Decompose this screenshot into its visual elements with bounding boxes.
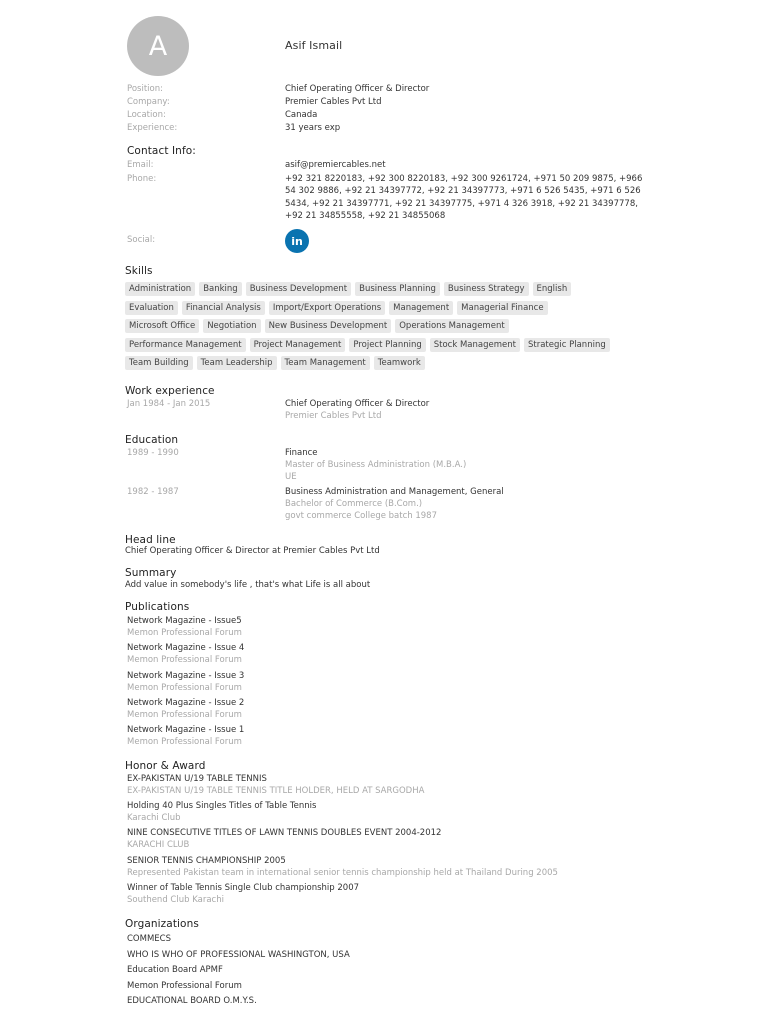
organization-list	[127, 932, 350, 1010]
education-dates: 1982 - 1987	[127, 487, 179, 497]
skill-chip: Management	[389, 301, 453, 315]
honor-detail: Represented Pakistan team in international senior tennis championship held at Thailand During 2005	[127, 867, 558, 878]
honor-item	[127, 856, 558, 880]
skill-chip: Teamwork	[374, 356, 425, 370]
education-dates: 1989 - 1990	[127, 448, 179, 458]
skill-chip: Managerial Finance	[457, 301, 547, 315]
publications-heading: Publications	[125, 601, 190, 613]
honor-detail: KARACHI CLUB	[127, 839, 190, 850]
detail-value: Chief Operating Officer & Director	[285, 84, 430, 94]
honor-item	[127, 828, 441, 852]
phone-value: +92 321 8220183, +92 300 8220183, +92 300 9261724, +971 50 209 9875, +966 54 302 9886, +92 21 34397772, +92 21 34397773, +971 6 526 5435, +971 6 526 5434, +92 21 34397771, +92 21 34397775, +971 4 326 3918, +92 21 34397778, +92 21 34855558, +92 21 34855068	[285, 174, 643, 221]
detail-label: Location:	[127, 110, 166, 120]
detail-label: Company:	[127, 97, 170, 107]
avatar: A	[127, 16, 189, 76]
skills-list	[125, 282, 645, 375]
publication-item	[127, 643, 244, 667]
skill-chip: Business Planning	[355, 282, 440, 296]
phone-label: Phone:	[127, 174, 157, 184]
skill-chip: Administration	[125, 282, 195, 296]
publication-title: Network Magazine - Issue 2	[127, 698, 245, 708]
skill-chip: Business Strategy	[444, 282, 529, 296]
detail-label: Position:	[127, 84, 163, 94]
skill-chip: Business Development	[246, 282, 351, 296]
skill-chip: Project Management	[250, 338, 346, 352]
contact-heading: Contact Info:	[127, 145, 196, 157]
publication-title: Network Magazine - Issue 1	[127, 725, 245, 735]
skill-chip: Project Planning	[349, 338, 425, 352]
honor-detail: Southend Club Karachi	[127, 894, 224, 905]
publication-title: Network Magazine - Issue5	[127, 616, 242, 626]
skill-line	[125, 282, 645, 301]
skill-chip: New Business Development	[265, 319, 392, 333]
organizations-heading: Organizations	[125, 918, 199, 930]
skills-heading: Skills	[125, 265, 153, 277]
work-heading: Work experience	[125, 385, 215, 397]
honor-detail: EX-PAKISTAN U/19 TABLE TENNIS TITLE HOLDER, HELD AT SARGODHA	[127, 785, 425, 796]
education-school: UE	[285, 471, 297, 482]
skill-line	[125, 338, 645, 357]
honor-title: SENIOR TENNIS CHAMPIONSHIP 2005	[127, 856, 286, 866]
organization-item: WHO IS WHO OF PROFESSIONAL WASHINGTON, USA	[127, 949, 350, 960]
publication-item	[127, 698, 244, 722]
skill-line	[125, 356, 645, 375]
honors-heading: Honor & Award	[125, 760, 206, 772]
skill-chip: Team Leadership	[197, 356, 277, 370]
summary-text: Add value in somebody's life , that's what Life is all about	[125, 580, 371, 590]
publication-publisher: Memon Professional Forum	[127, 627, 242, 638]
publication-item	[127, 671, 244, 695]
email-value[interactable]: asif@premiercables.net	[285, 160, 386, 170]
skill-chip: Evaluation	[125, 301, 178, 315]
skill-chip: English	[533, 282, 572, 296]
organization-item: COMMECS	[127, 934, 171, 944]
education-field: Finance	[285, 448, 318, 458]
publication-title: Network Magazine - Issue 3	[127, 671, 245, 681]
headline-text: Chief Operating Officer & Director at Premier Cables Pvt Ltd	[125, 546, 380, 556]
publication-publisher: Memon Professional Forum	[127, 736, 242, 747]
skill-line	[125, 319, 645, 338]
publication-title: Network Magazine - Issue 4	[127, 643, 245, 653]
education-school: govt commerce College batch 1987	[285, 510, 437, 521]
skill-chip: Strategic Planning	[524, 338, 610, 352]
skill-chip: Financial Analysis	[182, 301, 265, 315]
honor-title: Holding 40 Plus Singles Titles of Table Tennis	[127, 801, 317, 811]
publication-publisher: Memon Professional Forum	[127, 654, 242, 665]
education-heading: Education	[125, 434, 179, 446]
honor-item	[127, 883, 359, 907]
organization-item: Memon Professional Forum	[127, 980, 242, 991]
work-company: Premier Cables Pvt Ltd	[285, 410, 382, 421]
organization-item: EDUCATIONAL BOARD O.M.Y.S.	[127, 996, 257, 1006]
skill-chip: Stock Management	[430, 338, 520, 352]
honor-item	[127, 801, 316, 825]
social-label: Social:	[127, 235, 156, 245]
work-title: Chief Operating Officer & Director	[285, 399, 430, 409]
skill-chip: Team Building	[125, 356, 193, 370]
honor-detail: Karachi Club	[127, 812, 181, 823]
honor-item	[127, 774, 424, 798]
education-field: Business Administration and Management, General	[285, 487, 504, 497]
skill-chip: Banking	[199, 282, 242, 296]
skill-chip: Microsoft Office	[125, 319, 199, 333]
skill-line	[125, 301, 645, 320]
detail-value: 31 years exp	[285, 123, 341, 133]
skill-chip: Performance Management	[125, 338, 246, 352]
detail-value: Premier Cables Pvt Ltd	[285, 97, 382, 107]
skill-chip: Negotiation	[203, 319, 260, 333]
detail-value: Canada	[285, 110, 318, 120]
profile-name: Asif Ismail	[285, 39, 343, 52]
work-dates: Jan 1984 - Jan 2015	[127, 399, 211, 409]
skill-chip: Operations Management	[395, 319, 508, 333]
summary-heading: Summary	[125, 567, 177, 579]
publication-item	[127, 616, 242, 640]
education-degree: Bachelor of Commerce (B.Com.)	[285, 498, 423, 509]
headline-heading: Head line	[125, 534, 176, 546]
education-degree: Master of Business Administration (M.B.A.)	[285, 459, 467, 470]
email-label: Email:	[127, 160, 154, 170]
honor-title: Winner of Table Tennis Single Club championship 2007	[127, 883, 360, 893]
honor-title: NINE CONSECUTIVE TITLES OF LAWN TENNIS DOUBLES EVENT 2004-2012	[127, 828, 442, 838]
skill-chip: Import/Export Operations	[269, 301, 385, 315]
organization-item: Education Board APMF	[127, 965, 223, 975]
skill-chip: Team Management	[281, 356, 370, 370]
publication-publisher: Memon Professional Forum	[127, 709, 242, 720]
publication-publisher: Memon Professional Forum	[127, 682, 242, 693]
detail-label: Experience:	[127, 123, 178, 133]
linkedin-icon[interactable]: in	[285, 229, 309, 253]
publication-item	[127, 725, 244, 749]
honor-title: EX-PAKISTAN U/19 TABLE TENNIS	[127, 774, 267, 784]
